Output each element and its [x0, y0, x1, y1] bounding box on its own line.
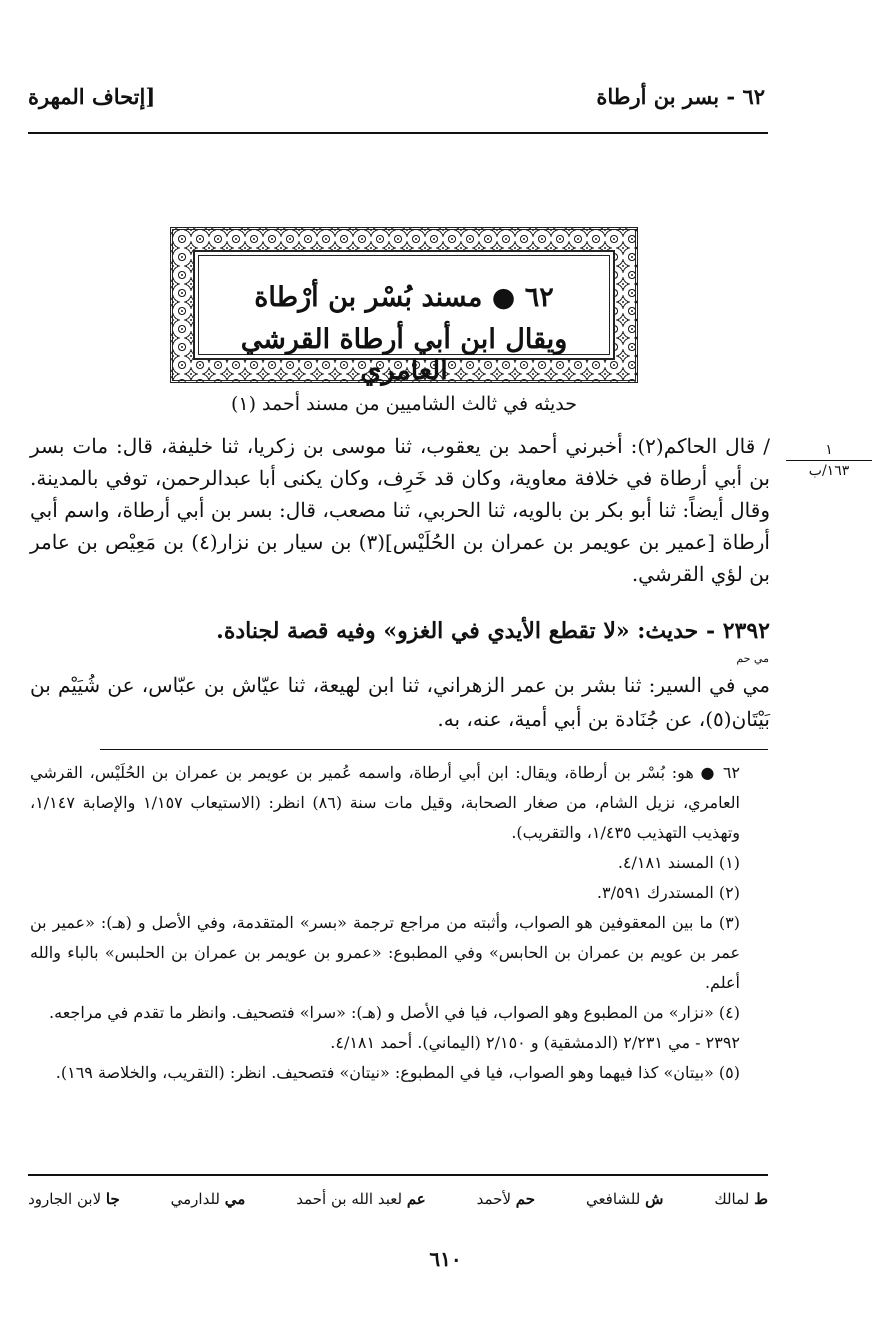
sigla-legend: [28, 1190, 768, 1208]
hadith-sigla: مي حم: [736, 652, 769, 665]
musnad-subtitle: ويقال ابن أبي أرطاة القرشي العامري: [240, 324, 568, 386]
footnotes: [30, 758, 770, 1088]
footnote-biography: ٦٢ ● هو: بُسْر بن أرطاة، ويقال: ابن أبي أرطاة، واسمه عُمير بن عويمر بن عمران بن الحُلَيْس، القرشي العامري، نزيل الشام، من صغار الصحابة، وقيل مات سنة (٨٦) انظر: (الاستيعاب ١/١٥٧ والإصابة ١/١٤٧، وتهذيب التهذيب ١/٤٣٥، والتقريب).: [30, 763, 741, 842]
running-header-right: ٦٢ - بسر بن أرطاة: [596, 84, 765, 109]
margin-page-reference: [786, 442, 872, 479]
margin-ref-top: ١: [825, 442, 833, 458]
title-frame: [170, 227, 638, 386]
margin-ref-bottom: ١٦٣/ب: [808, 463, 850, 479]
sigla-item: حم لأحمد: [476, 1190, 536, 1208]
running-header-left: [إتحاف المهرة: [28, 84, 156, 109]
musnad-title: ٦٢ ● مسند بُسْر بن أرْطاة: [254, 282, 554, 313]
sigla-item: جا لابن الجارود: [28, 1190, 120, 1208]
sigla-item: ش للشافعي: [585, 1190, 664, 1208]
sigla-item: ط لمالك: [714, 1190, 768, 1208]
footnote-5: (٥) «بيتان» كذا فيهما وهو الصواب، فيا في المطبوع: «نيتان» فتصحيف. انظر: (التقريب، والخلاصة ١٦٩).: [55, 1063, 740, 1082]
footnote-3: (٣) ما بين المعقوفين هو الصواب، وأثبته من مراجع ترجمة «بسر» المتقدمة، وفي الأصل و (هـ): «عمير بن عمر بن عويم بن عمران بن الحابس» وفي المطبوع: «عمرو بن عويمر بن عمران بن الحلبس» بالباء والله أعلم.: [30, 913, 741, 992]
margin-ref-divider: [786, 460, 872, 461]
title-frame-inner: [193, 250, 615, 386]
hadith-heading: ٢٣٩٢ - حديث: «لا تقطع الأيدي في الغزو» وفيه قصة لجنادة.: [216, 618, 770, 644]
footnote-2: (٢) المستدرك ٣/٥٩١.: [596, 883, 740, 902]
footnote-4: (٤) «نزار» من المطبوع وهو الصواب، فيا في الأصل و (هـ): «سرا» فتصحيف. وانظر ما تقدم في مراجعه.: [49, 1003, 740, 1022]
sigla-rule: [28, 1174, 768, 1176]
footnote-hadith-refs: ٢٣٩٢ - مي ٢/٢٣١ (الدمشقية) و ٢/١٥٠ (اليماني). أحمد ٤/١٨١.: [330, 1033, 740, 1052]
footnote-1: (١) المسند ٤/١٨١.: [617, 853, 740, 872]
hadith-text: مي في السير: ثنا بشر بن عمر الزهراني، ثنا ابن لهيعة، ثنا عيّاش بن عبّاس، عن شُيَيْم بن بَيْتَان(٥)، عن جُنَادة بن أبي أمية، عنه، به.: [30, 673, 770, 731]
footnote-rule: [100, 749, 768, 750]
page-number: ٦١٠: [429, 1247, 462, 1271]
sigla-item: مي للدارمي: [170, 1190, 246, 1208]
header-rule: [28, 132, 768, 134]
main-paragraph: / قال الحاكم(٢): أخبرني أحمد بن يعقوب، ثنا موسى بن زكريا، ثنا خليفة، قال: مات بسر بن أبي أرطاة في خلافة معاوية، وكان قد خَرِف، وكان يكنى أبا عبدالرحمن، توفي بالمدينة. وقال أيضاً: ثنا أبو بكر بن بالويه، ثنا الحربي، ثنا مصعب، قال: بسر بن أبي أرطاة، واسم أبي أرطاة [عمير بن عويمر بن عمران بن الحُلَيْس](٣) بن سيار بن نزار(٤) بن مَعِيْص بن عامر بن لؤي القرشي.: [30, 434, 771, 586]
section-subtitle: حديثه في ثالث الشاميين من مسند أحمد (١): [230, 393, 578, 415]
sigla-item: عم لعبد الله بن أحمد: [296, 1190, 426, 1208]
